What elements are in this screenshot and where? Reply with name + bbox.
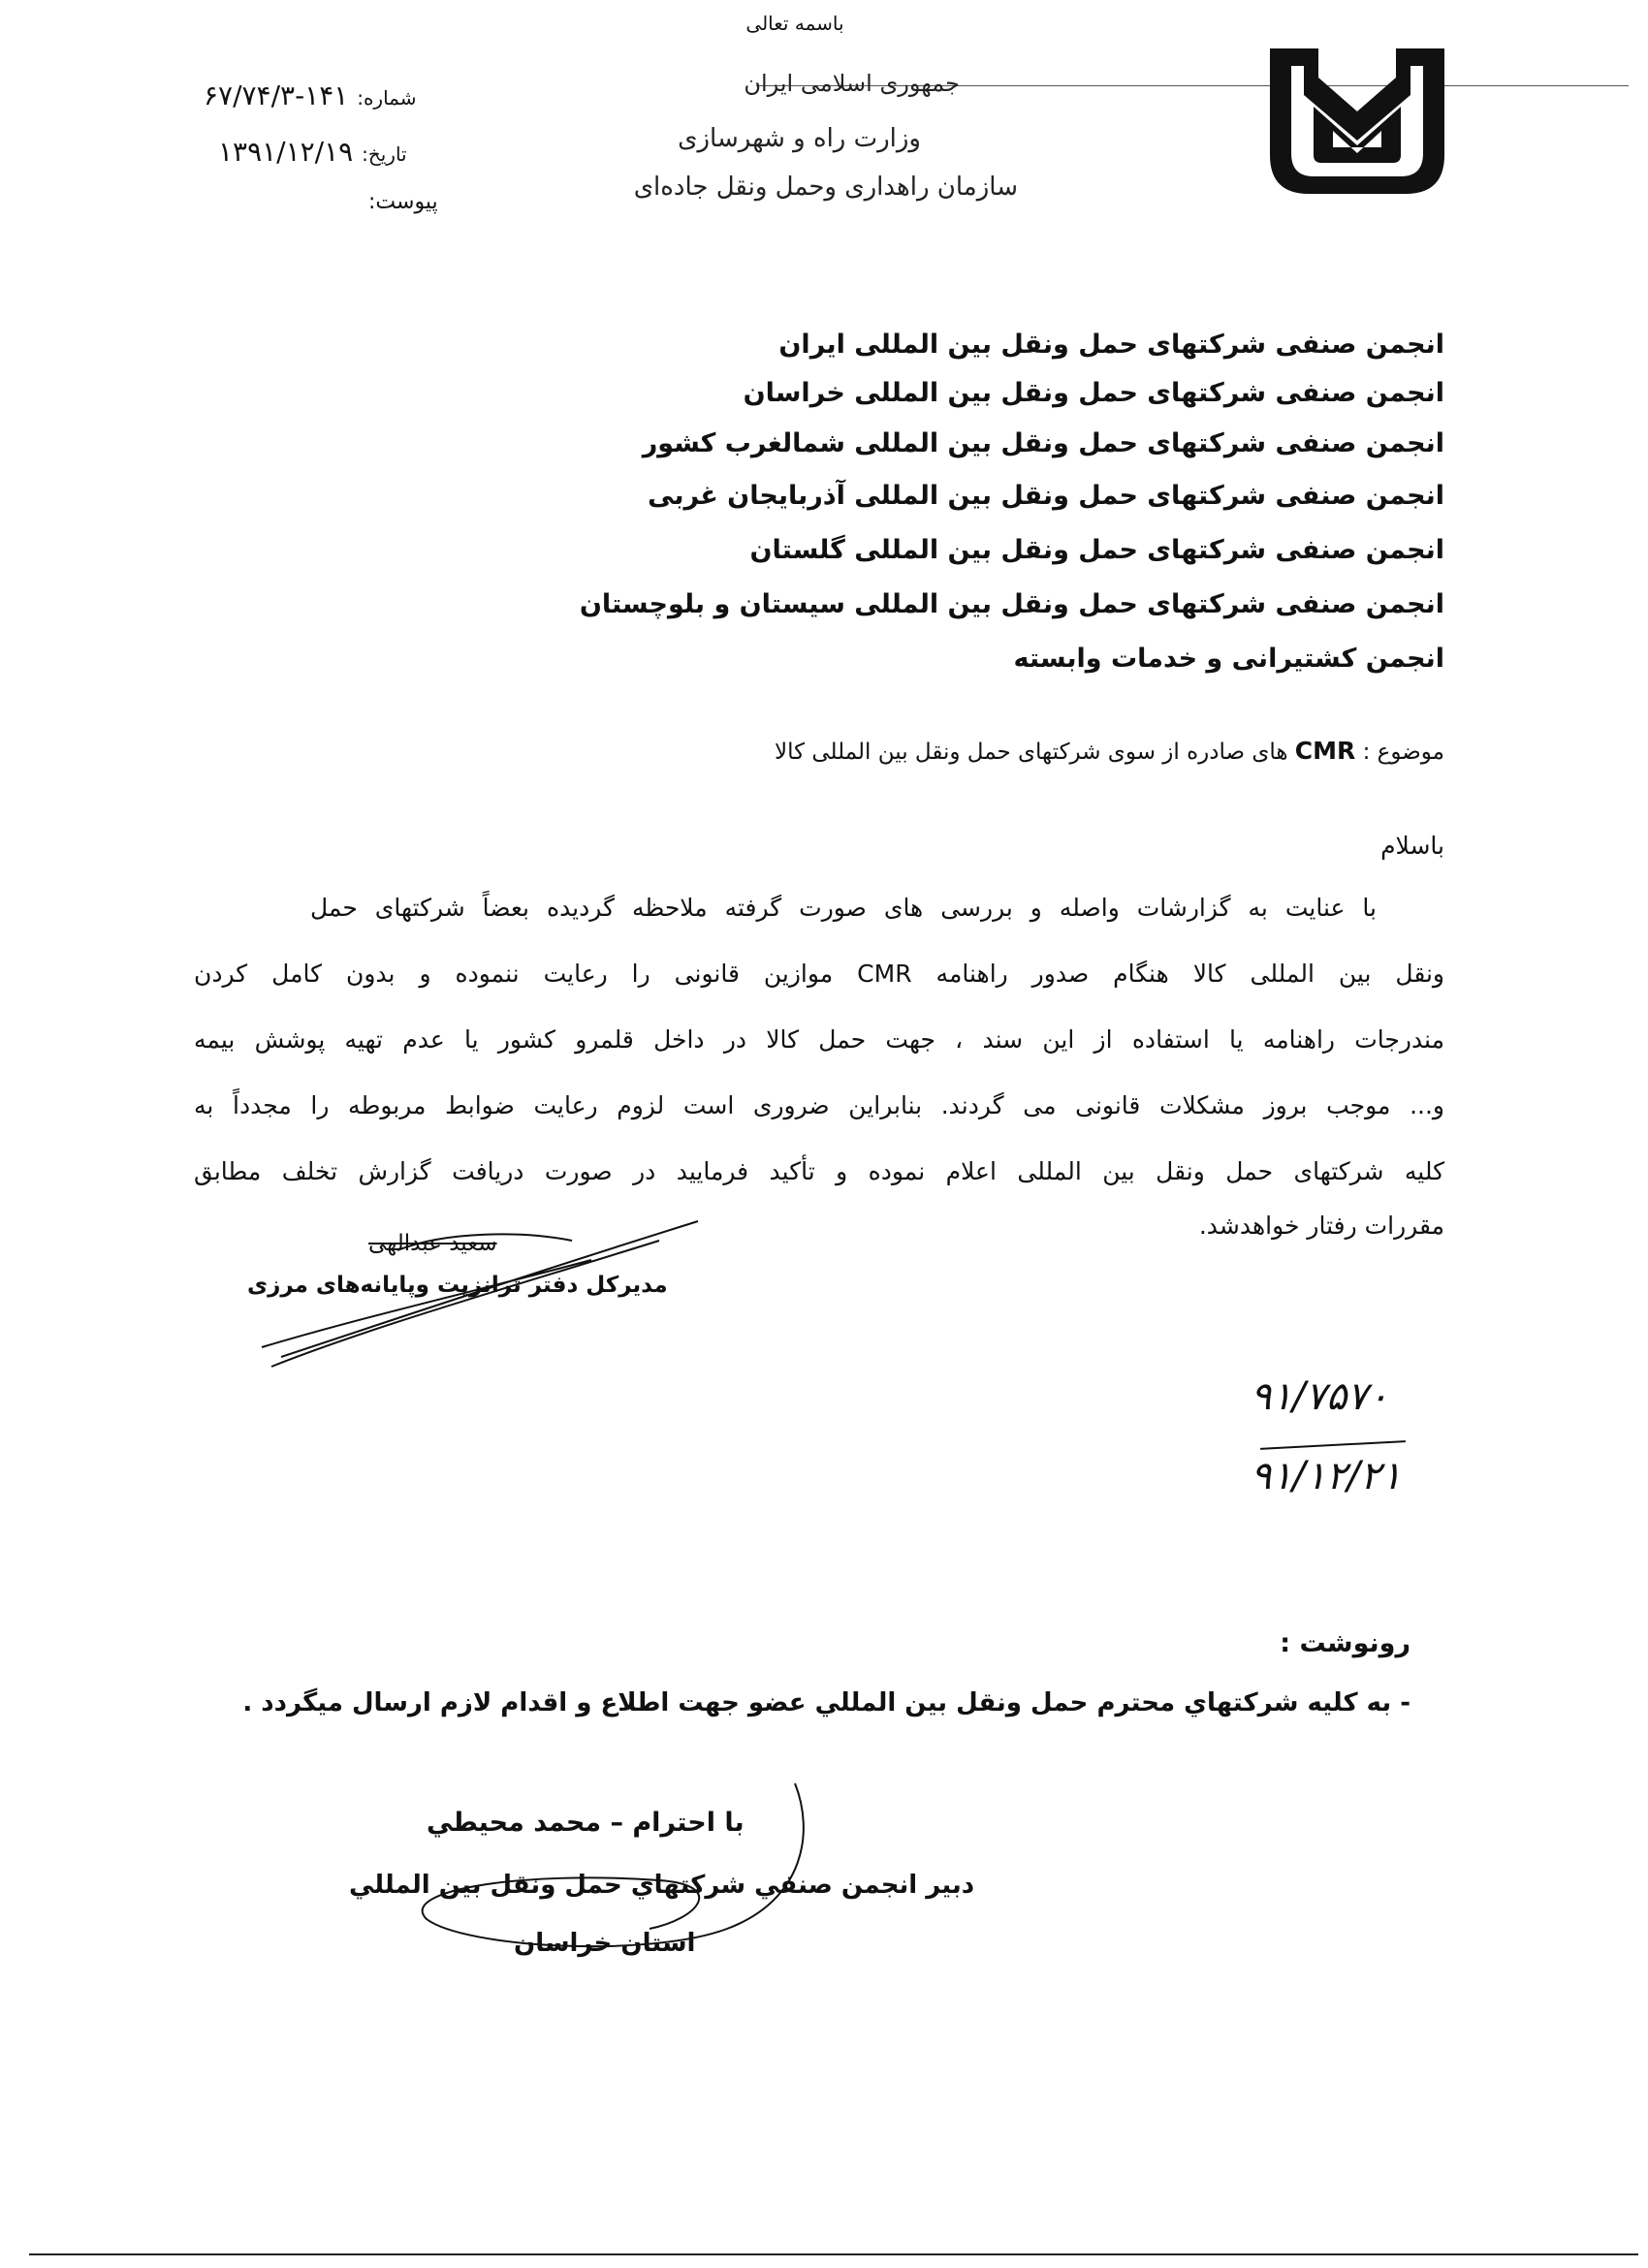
basmala: باسمه تعالی [745, 12, 844, 35]
body-line: و... موجب بروز مشکلات قانونی می گردند. بنابراین ضروری است لزوم رعایت ضوابط مربوطه را مجدداً به [194, 1091, 1444, 1119]
letter-date-label: تاریخ: [362, 142, 407, 166]
letter-enclosure-label: پیوست: [368, 190, 438, 214]
salutation: باسلام [1380, 832, 1444, 860]
registration-date: ۹۱/۱۲/۲۱ [1251, 1454, 1402, 1498]
recipient-line: انجمن صنفی شرکتهای حمل ونقل بین المللی گلستان [749, 535, 1444, 565]
letter-date-value: ۱۳۹۱/۱۲/۱۹ [218, 136, 354, 168]
recipient-line: انجمن صنفی شرکتهای حمل ونقل بین المللی خراسان [743, 378, 1444, 408]
body-line: کلیه شرکتهای حمل ونقل بین المللی اعلام نموده و تأکید فرمایید در صورت دریافت گزارش تخلف مطابق [194, 1157, 1444, 1185]
closing-regards: با احترام – محمد محیطي [427, 1808, 745, 1838]
closing-title: دبیر انجمن صنفي شرکتهاي حمل ونقل بین المللي [349, 1871, 975, 1900]
body-line: مقررات رفتار خواهدشد. [1198, 1212, 1444, 1240]
letter-number [204, 79, 417, 111]
letter-number-label: شماره: [357, 86, 417, 110]
letter-date [218, 136, 407, 168]
bottom-divider [29, 2253, 1638, 2255]
subject-cmr: CMR [1294, 737, 1356, 765]
organization-logo-icon [1260, 39, 1454, 204]
closing-province: استان خراسان [514, 1929, 696, 1958]
body-line: با عنایت به گزارشات واصله و بررسی های صورت گرفته ملاحظه گردیده بعضاً شرکتهای حمل [310, 894, 1377, 922]
recipient-line: انجمن صنفی شرکتهای حمل ونقل بین المللی شمالغرب کشور [642, 428, 1444, 458]
recipient-line: انجمن صنفی شرکتهای حمل ونقل بین المللی ایران [778, 330, 1444, 360]
subject-text: های صادره از سوی شرکتهای حمل ونقل بین المللی کالا [774, 740, 1288, 765]
org-line-country: جمهوری اسلامی ایران [744, 70, 960, 97]
subject-line [775, 737, 1444, 765]
subject-label: موضوع : [1362, 740, 1444, 765]
signatory-name: سعید عبدالهی [368, 1231, 497, 1256]
recipient-line: انجمن صنفی شرکتهای حمل ونقل بین المللی آذربایجان غربی [648, 481, 1444, 511]
cc-title: رونوشت : [1280, 1628, 1410, 1658]
registration-divider [1260, 1440, 1406, 1450]
signature-loop-icon [407, 1774, 853, 2006]
org-line-ministry: وزارت راه و شهرسازی [678, 124, 921, 153]
signature-scribble-icon [252, 1202, 717, 1386]
registration-number: ۹۱/۷۵۷۰ [1251, 1374, 1389, 1419]
body-line: مندرجات راهنامه یا استفاده از این سند ، جهت حمل کالا در داخل قلمرو کشور یا عدم تهیه پوشش بیمه [194, 1025, 1444, 1054]
recipient-line: انجمن کشتیرانی و خدمات وابسته [1013, 644, 1444, 674]
org-line-organization: سازمان راهداری وحمل ونقل جاده‌ای [633, 173, 1018, 202]
signatory-title: مدیرکل دفتر ترانزیت وپایانه‌های مرزی [247, 1273, 668, 1298]
recipient-line: انجمن صنفی شرکتهای حمل ونقل بین المللی سیستان و بلوچستان [579, 589, 1444, 619]
cc-line: - به کلیه شرکتهاي محترم حمل ونقل بین المللي عضو جهت اطلاع و اقدام لازم ارسال میگردد . [242, 1688, 1410, 1717]
body-line: ونقل بین المللی کالا هنگام صدور راهنامه CMR موازین قانونی را رعایت ننموده و بدون کامل کردن [194, 960, 1444, 988]
letter-number-value: ۱۴۱-۶۷/۷۴/۳ [204, 79, 349, 111]
